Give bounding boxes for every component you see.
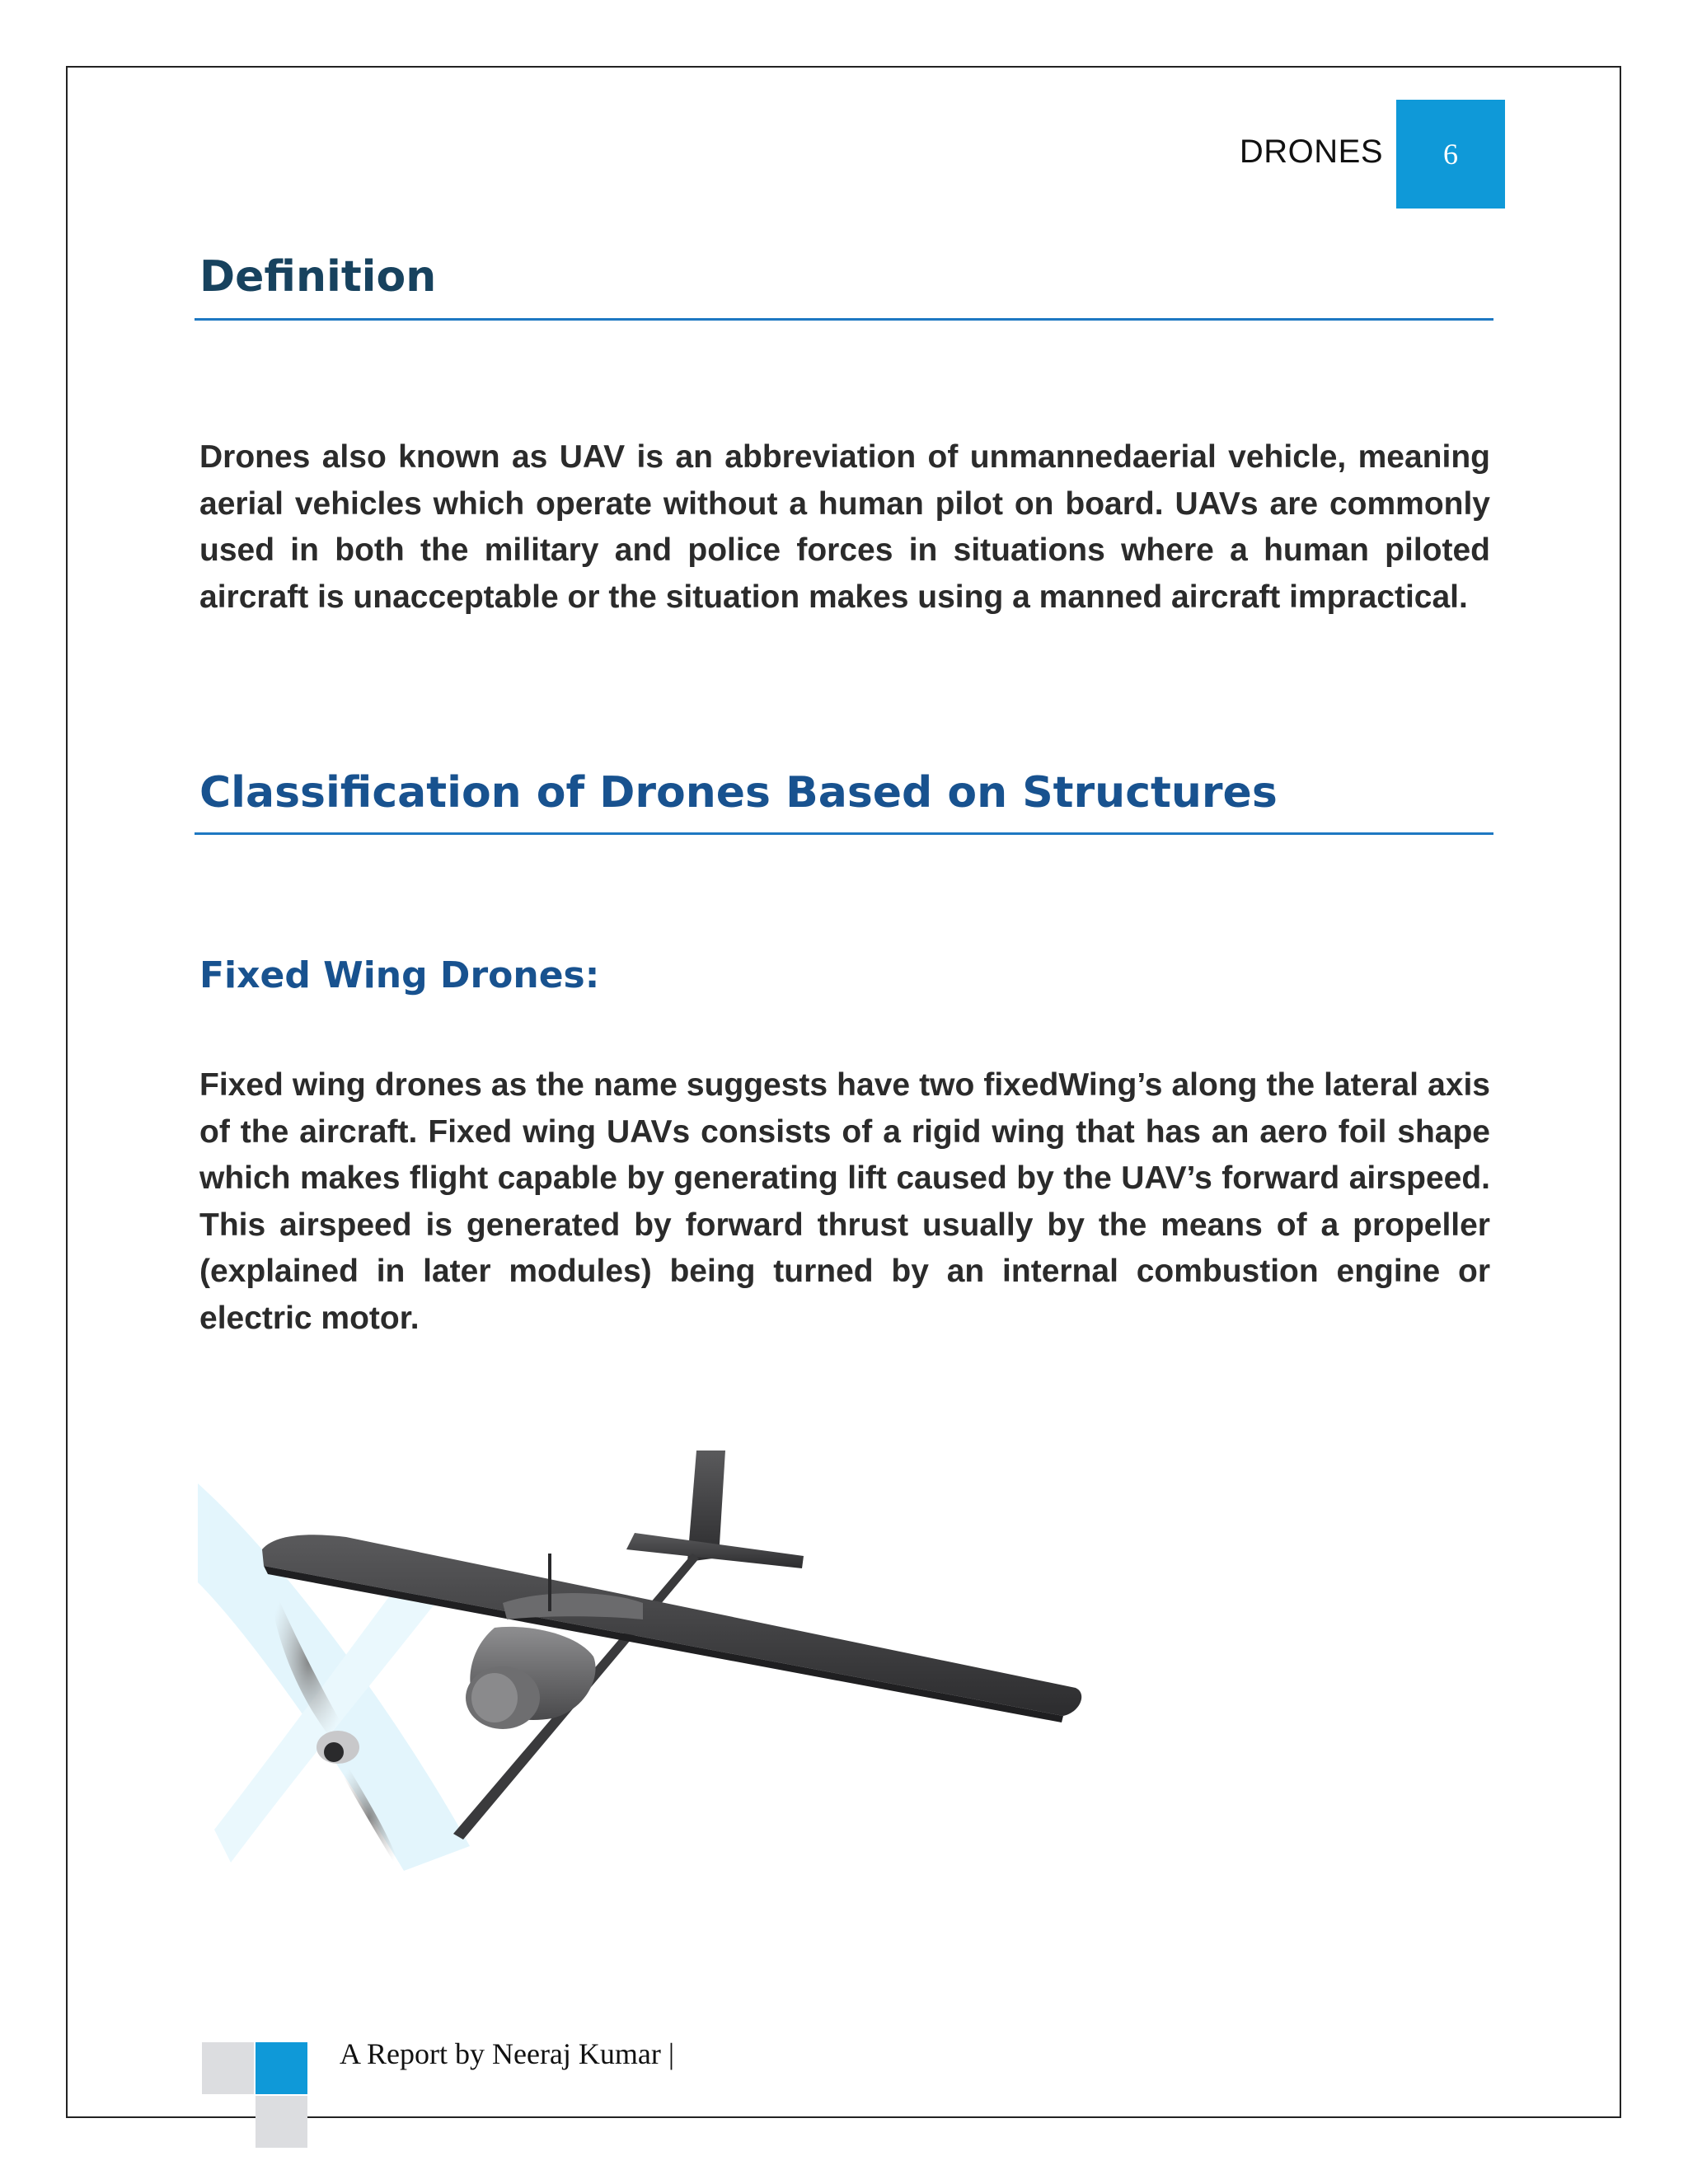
definition-heading-rule — [195, 318, 1493, 321]
page-number-badge — [1396, 100, 1505, 209]
definition-paragraph: Drones also known as UAV is an abbreviation of unmannedaerial vehicle, meaning aerial vehicles which operate without a human pilot on board. UAVs are commonly used in both the military and police forces in situations where a human piloted aircraft is unacceptable or the situation makes using a manned aircraft impractical. — [199, 439, 1490, 615]
footer-author-credit: A Report by Neeraj Kumar | — [340, 2037, 675, 2070]
fixed-wing-subheading: Fixed Wing Drones: — [199, 954, 600, 996]
page-number: 6 — [1443, 138, 1458, 171]
footer-square-blue — [256, 2042, 307, 2094]
footer-square-grey-bottom — [256, 2096, 307, 2148]
classification-heading: Classification of Drones Based on Structures — [199, 768, 1278, 818]
definition-heading: Definition — [199, 252, 437, 302]
classification-heading-rule — [195, 832, 1493, 835]
running-header-title: DRONES — [1239, 134, 1383, 170]
fixed-wing-drone-illustration — [198, 1451, 1113, 1896]
footer-square-grey-left — [202, 2042, 254, 2094]
fixed-wing-paragraph: Fixed wing drones as the name suggests have two fixedWing’s along the lateral axis of the aircraft. Fixed wing UAVs consists of a rigid wing that has an aero foil shape which makes flight capable by generating lift caused by the UAV’s forward airspeed. This airspeed is generated by forward thrust usually by the means of a propeller (explained in later modules) being turned by an internal combustion engine or electric motor. — [199, 1067, 1490, 1336]
